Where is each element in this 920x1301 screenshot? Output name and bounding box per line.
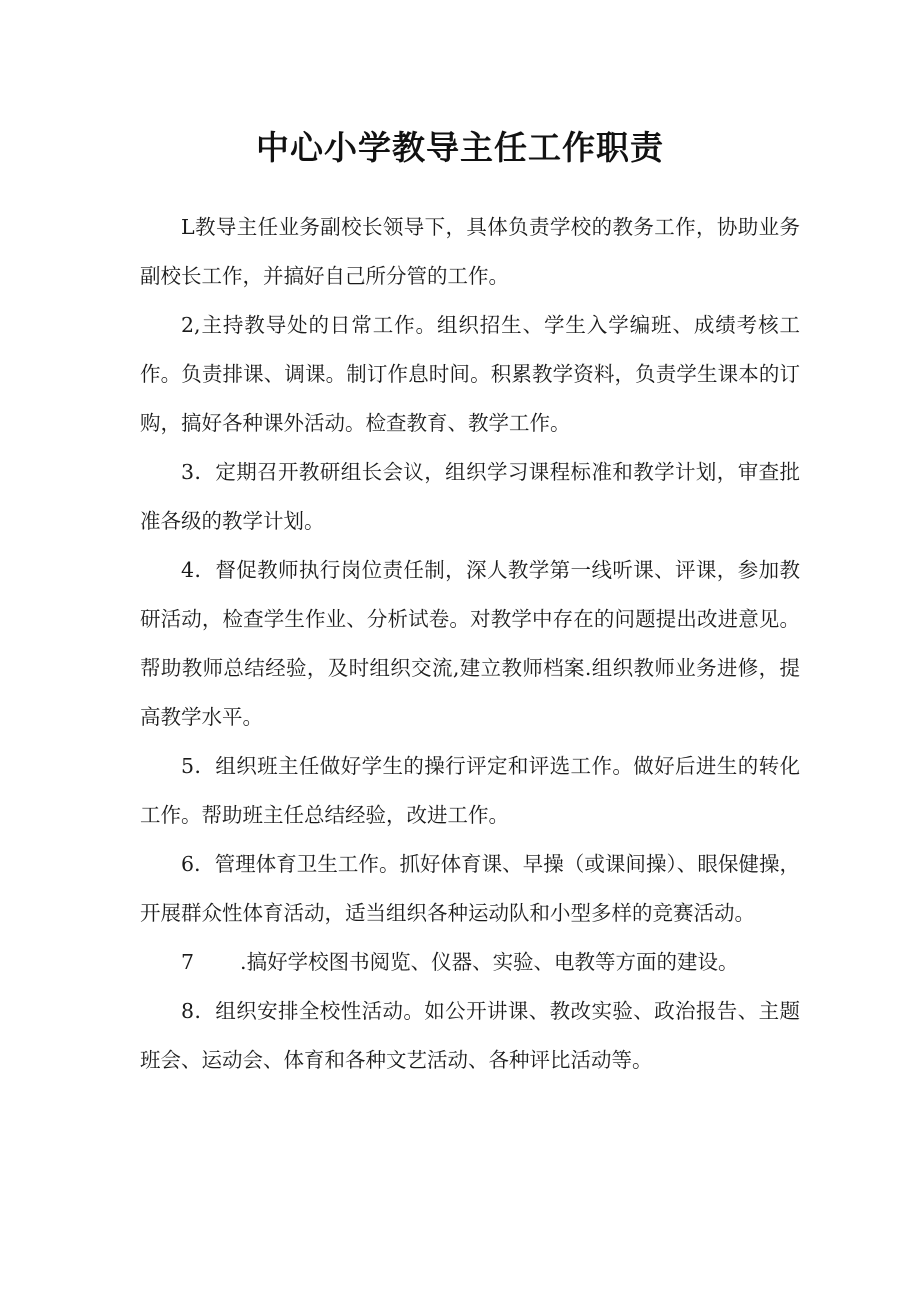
document-body <box>140 203 800 1085</box>
paragraph-7-number: 7 <box>181 950 195 974</box>
paragraph-8: 8．组织安排全校性活动。如公开讲课、教改实验、政治报告、主题班会、运动会、体育和各种文艺活动、各种评比活动等。 <box>140 999 800 1072</box>
paragraph-4: 4．督促教师执行岗位责任制，深人教学第一线听课、评课，参加教研活动，检查学生作业、分析试卷。对教学中存在的问题提出改进意见。帮助教师总结经验，及时组织交流,建立教师档案.组织教师业务进修，提高教学水平。 <box>140 558 800 729</box>
paragraph-3: 3．定期召开教研组长会议，组织学习课程标准和教学计划，审查批准各级的教学计划。 <box>140 460 800 533</box>
document-title: 中心小学教导主任工作职责 <box>256 128 664 167</box>
paragraph-7-text: .搞好学校图书阅览、仪器、实验、电教等方面的建设。 <box>240 950 739 974</box>
paragraph-2: 2,主持教导处的日常工作。组织招生、学生入学编班、成绩考核工作。负责排课、调课。制订作息时间。积累教学资料，负责学生课本的订购，搞好各种课外活动。检查教育、教学工作。 <box>140 313 800 435</box>
paragraph-1: L教导主任业务副校长领导下，具体负责学校的教务工作，协助业务副校长工作，并搞好自己所分管的工作。 <box>140 215 800 288</box>
paragraph-5: 5．组织班主任做好学生的操行评定和评选工作。做好后进生的转化工作。帮助班主任总结经验，改进工作。 <box>140 754 800 827</box>
paragraph-7 <box>140 938 800 987</box>
paragraph-6: 6．管理体育卫生工作。抓好体育课、早操（或课间操）、眼保健操，开展群众性体育活动，适当组织各种运动队和小型多样的竞赛活动。 <box>140 852 800 925</box>
